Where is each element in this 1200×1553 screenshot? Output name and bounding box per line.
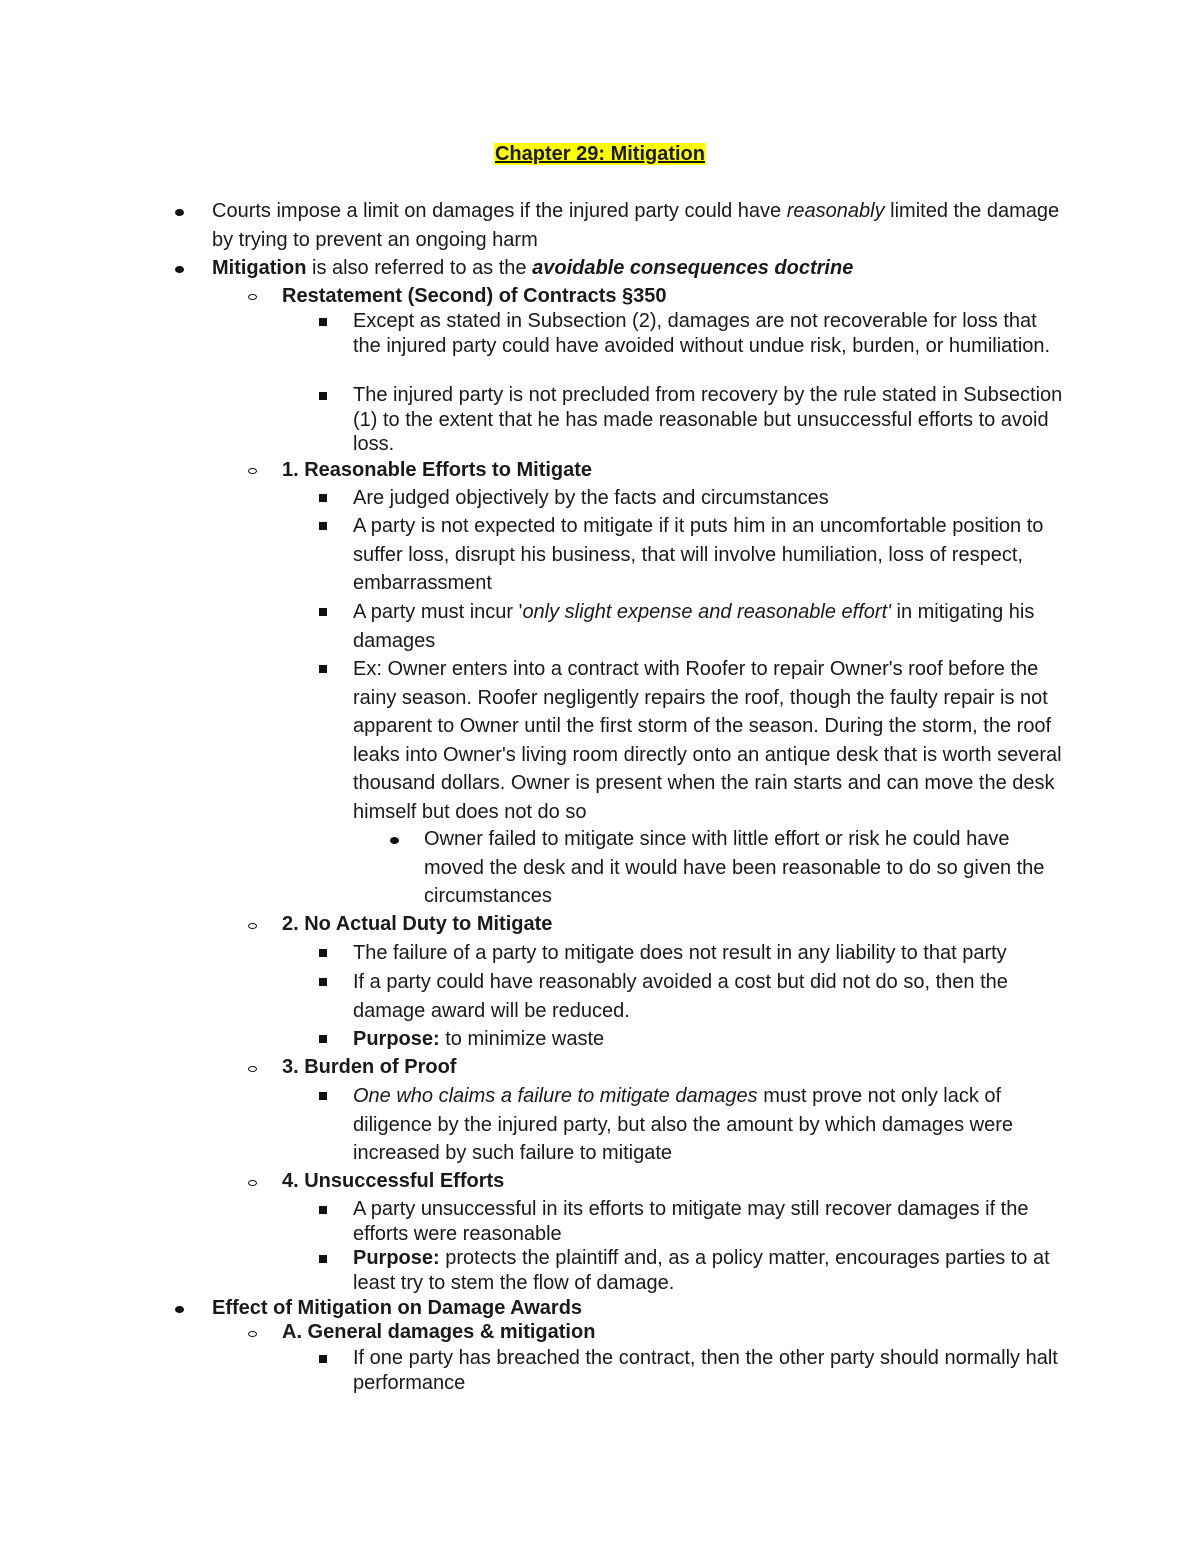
- burden-item-1: One who claims a failure to mitigate damages must prove not only lack of diligence by the injured party, but also the amount by which damages were increased by such failure to mitigate: [353, 1085, 1014, 1164]
- noduty-item-3: Purpose: to minimize waste: [353, 1028, 605, 1050]
- bullet-circle-icon: [248, 923, 257, 929]
- reasonable-item-2: A party is not expected to mitigate if it puts him in an uncomfortable position to suffer loss, disrupt his business, that will involve humiliation, loss of respect, embarrassment: [353, 515, 1044, 594]
- noduty-item-1: The failure of a party to mitigate does not result in any liability to that party: [353, 942, 1007, 964]
- bullet-circle-icon: [248, 468, 257, 474]
- heading-effect-of-mitigation: Effect of Mitigation on Damage Awards: [212, 1297, 583, 1319]
- bullet-square-icon: [319, 318, 327, 326]
- bullet-dot-icon: [175, 266, 184, 273]
- unsuccessful-item-1: A party unsuccessful in its efforts to mitigate may still recover damages if the efforts were reasonable: [353, 1198, 1029, 1245]
- bullet-square-icon: [319, 665, 327, 673]
- example-conclusion: Owner failed to mitigate since with little effort or risk he could have moved the desk and it would have been reasonable to do so given the circumstances: [424, 828, 1045, 907]
- bullet-circle-icon: [248, 294, 257, 300]
- bullet-square-icon: [319, 392, 327, 400]
- heading-reasonable-efforts: 1. Reasonable Efforts to Mitigate: [282, 459, 593, 481]
- bullet-circle-icon: [248, 1331, 257, 1337]
- reasonable-item-3: A party must incur 'only slight expense and reasonable effort' in mitigating his damages: [353, 601, 1035, 652]
- heading-burden-of-proof: 3. Burden of Proof: [282, 1056, 457, 1078]
- bullet-square-icon: [319, 1092, 327, 1100]
- page-title: Chapter 29: Mitigation: [494, 143, 705, 165]
- heading-general-damages: A. General damages & mitigation: [282, 1321, 596, 1343]
- heading-no-actual-duty: 2. No Actual Duty to Mitigate: [282, 913, 553, 935]
- bullet-square-icon: [319, 494, 327, 502]
- heading-restatement: Restatement (Second) of Contracts §350: [282, 285, 667, 307]
- restatement-item-2: The injured party is not precluded from recovery by the rule stated in Subsection (1) to the extent that he has made reasonable but unsuccessful efforts to avoid loss.: [353, 384, 1063, 455]
- bullet-square-icon: [319, 949, 327, 957]
- general-item-1: If one party has breached the contract, then the other party should normally halt performance: [353, 1347, 1058, 1394]
- bullet-mitigation-definition: Mitigation is also referred to as the avoidable consequences doctrine: [212, 257, 854, 279]
- bullet-square-icon: [319, 1206, 327, 1214]
- restatement-item-1: Except as stated in Subsection (2), damages are not recoverable for loss that the injured party could have avoided without undue risk, burden, or humiliation.: [353, 310, 1051, 357]
- bullet-square-icon: [319, 522, 327, 530]
- reasonable-item-1: Are judged objectively by the facts and circumstances: [353, 487, 829, 509]
- bullet-dot-icon: [175, 1306, 184, 1313]
- bullet-courts-impose: Courts impose a limit on damages if the injured party could have reasonably limited the damage by trying to prevent an ongoing harm: [212, 200, 1060, 251]
- bullet-square-icon: [319, 978, 327, 986]
- bullet-dot-icon: [390, 837, 399, 844]
- reasonable-item-4-example: Ex: Owner enters into a contract with Roofer to repair Owner's roof before the rainy season. Roofer negligently repairs the roof, though the faulty repair is not apparent to Owner until the first storm of the season. During the storm, the roof leaks into Owner's living room directly onto an antique desk that is worth several thousand dollars. Owner is present when the rain starts and can move the desk himself but does not do so: [353, 658, 1062, 823]
- bullet-circle-icon: [248, 1180, 257, 1186]
- bullet-dot-icon: [175, 209, 184, 216]
- bullet-circle-icon: [248, 1066, 257, 1072]
- bullet-square-icon: [319, 1355, 327, 1363]
- heading-unsuccessful-efforts: 4. Unsuccessful Efforts: [282, 1170, 505, 1192]
- noduty-item-2: If a party could have reasonably avoided a cost but did not do so, then the damage award will be reduced.: [353, 971, 1008, 1022]
- unsuccessful-item-2: Purpose: protects the plaintiff and, as a policy matter, encourages parties to at least try to stem the flow of damage.: [353, 1247, 1050, 1294]
- bullet-square-icon: [319, 1255, 327, 1263]
- bullet-square-icon: [319, 608, 327, 616]
- bullet-square-icon: [319, 1035, 327, 1043]
